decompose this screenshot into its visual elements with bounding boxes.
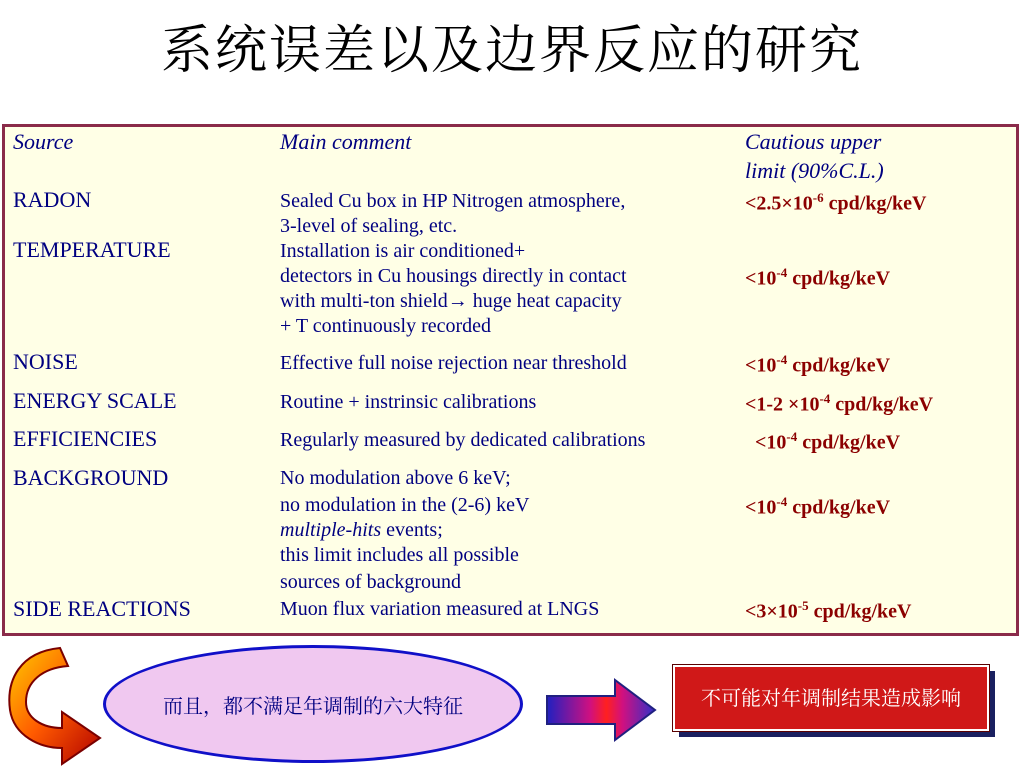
header-source: Source	[13, 129, 74, 154]
limit-temperature: $<10^{-4}$ cpd/kg/keV	[745, 265, 891, 290]
comment-line: sources of background	[280, 571, 462, 593]
right-arrow-icon	[545, 678, 657, 742]
comment-line: multiple-hits events;	[280, 519, 443, 541]
limit-noise: $<10^{-4}$ cpd/kg/keV	[745, 352, 891, 377]
comment-line: Muon flux variation measured at LNGS	[280, 598, 600, 620]
slide-title: 系统误差以及边界反应的研究	[160, 21, 863, 81]
limit-energy-scale: $<1-2 \times 10^{-4}$ cpd/kg/keV	[745, 391, 934, 416]
comment-line: Installation is air conditioned+	[280, 240, 526, 262]
source-background: BACKGROUND	[13, 465, 169, 490]
comment-line: No modulation above 6 keV;	[280, 467, 511, 489]
limit-radon: $<2.5\times 10^{-6}$ cpd/kg/keV	[745, 190, 927, 215]
comment-line: + T continuously recorded	[280, 315, 492, 337]
header-main-comment: Main comment	[280, 129, 412, 154]
source-radon: RADON	[13, 187, 92, 212]
six-features-ellipse: 而且，都不满足年调制的六大特征	[103, 645, 523, 763]
limit-efficiencies: $<10^{-4}$ cpd/kg/keV	[755, 429, 901, 454]
comment-line: Regularly measured by dedicated calibrations	[280, 429, 646, 451]
comment-line: Sealed Cu box in HP Nitrogen atmosphere,	[280, 190, 626, 212]
limit-side-reactions: $<3\times 10^{-5}$ cpd/kg/keV	[745, 598, 912, 623]
header-limit-line2: limit (90%C.L.)	[745, 158, 884, 183]
comment-line: this limit includes all possible	[280, 544, 519, 566]
systematics-table	[2, 124, 1019, 636]
header-limit-line1: Cautious upper	[745, 129, 882, 154]
curved-arrow-icon	[0, 640, 110, 768]
comment-line: Routine + instrinsic calibrations	[280, 391, 537, 413]
source-temperature: TEMPERATURE	[13, 237, 171, 262]
comment-line: detectors in Cu housings directly in contact	[280, 265, 627, 287]
source-energy-scale: ENERGY SCALE	[13, 388, 177, 413]
conclusion-text: 不可能对年调制结果造成影响	[673, 665, 989, 731]
source-efficiencies: EFFICIENCIES	[13, 426, 158, 451]
conclusion-box	[673, 665, 995, 737]
comment-line: with multi-ton shield→ huge heat capacity	[280, 290, 622, 312]
limit-background: $<10^{-4}$ cpd/kg/keV	[745, 494, 891, 519]
comment-line: Effective full noise rejection near threshold	[280, 352, 627, 374]
comment-line: no modulation in the (2-6) keV	[280, 494, 530, 516]
source-side-reactions: SIDE REACTIONS	[13, 596, 191, 621]
source-noise: NOISE	[13, 349, 78, 374]
comment-line: 3-level of sealing, etc.	[280, 215, 458, 237]
